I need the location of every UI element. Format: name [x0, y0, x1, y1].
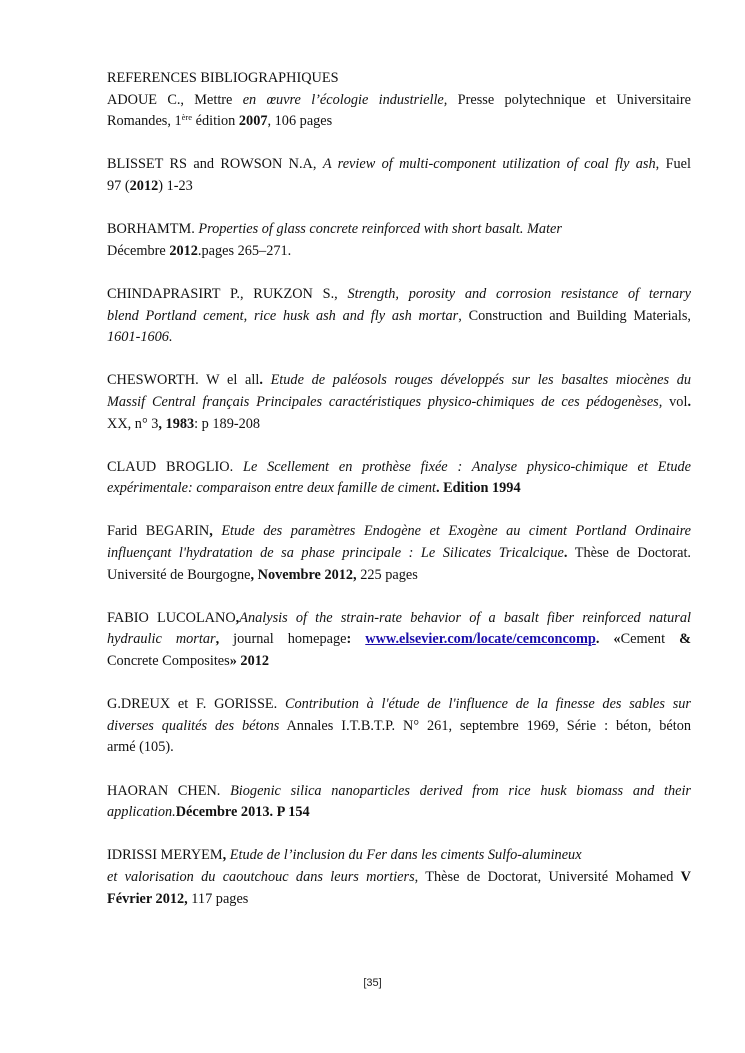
reference-line [107, 90, 691, 112]
reference-line [107, 781, 691, 803]
reference-line [107, 608, 691, 630]
reference-line [107, 327, 691, 349]
reference-title: Le Scellement en prothèse fixée : Analyse physico-chimique et Etude [243, 458, 691, 475]
reference-details: Cement [620, 631, 680, 648]
reference-author: BLISSET RS and ROWSON N.A, [107, 156, 323, 173]
reference-entry [107, 284, 691, 349]
reference-title: application. [107, 804, 176, 821]
reference-line [107, 306, 691, 328]
reference-details: V [680, 868, 691, 885]
reference-date: Décembre 2013. P 154 [175, 804, 310, 821]
reference-pages: 117 pages [187, 890, 249, 907]
section-heading: REFERENCES BIBLIOGRAPHIQUES [107, 70, 339, 86]
reference-title: blend Portland cement, rice husk ash and fly ash mortar [107, 307, 459, 324]
reference-title: Etude de paléosols rouges développés sur les basaltes miocènes du [270, 372, 691, 389]
reference-line [107, 543, 691, 565]
reference-author: Farid BEGARIN [107, 523, 210, 540]
reference-line [107, 521, 691, 543]
reference-title: influençant l'hydratation de sa phase principale : Le Silicates Tricalcique [107, 545, 564, 562]
reference-line [107, 867, 691, 889]
reference-details: édition [192, 113, 239, 130]
reference-details: , Thèse de Doctorat, Université Mohamed [414, 868, 681, 885]
reference-entry [107, 90, 691, 133]
reference-author: CLAUD BROGLIO. [107, 458, 243, 475]
reference-line [107, 284, 691, 306]
reference-punctuation: , [222, 847, 230, 864]
reference-title: Massif Central français Principales caractéristiques physico-chimiques de ces pédogenèses, [107, 393, 663, 410]
reference-line [107, 889, 691, 911]
reference-punctuation: , [209, 523, 222, 540]
reference-author: CHINDAPRASIRT P., RUKZON S., [107, 285, 348, 302]
reference-details: Université de Bourgogne [107, 566, 251, 583]
reference-punctuation: . [687, 393, 692, 410]
reference-line [107, 457, 691, 479]
reference-title: A review of multi-component utilization of coal fly ash [322, 156, 656, 173]
reference-year: 2012 [129, 177, 159, 194]
journal-homepage-link[interactable]: www.elsevier.com/locate/cemconcomp [365, 631, 596, 648]
reference-pages: 1601-1606. [107, 329, 173, 346]
reference-author: ADOUE C., Mettre [107, 91, 243, 108]
reference-punctuation: . [259, 372, 271, 389]
reference-punctuation: . « [595, 631, 621, 648]
reference-author: BORHAMTM. [107, 221, 199, 238]
reference-details: .pages 265–271. [197, 242, 292, 259]
reference-details: XX, n° 3 [107, 415, 159, 432]
reference-line [107, 392, 691, 414]
reference-line [107, 737, 691, 759]
reference-entry [107, 370, 691, 435]
reference-title: Properties of glass concrete reinforced with short basalt. Mater [198, 221, 562, 238]
reference-edition: . Edition 1994 [436, 480, 521, 497]
reference-details: journal homepage [219, 631, 347, 648]
reference-entry [107, 781, 691, 824]
reference-line [107, 414, 691, 436]
reference-details: 97 ( [107, 177, 130, 194]
reference-title: Analysis of the strain-rate behavior of a basalt fiber reinforced natural [239, 609, 691, 626]
reference-line [107, 629, 691, 651]
reference-entry [107, 154, 691, 197]
reference-author: FABIO LUCOLANO [107, 609, 236, 626]
reference-author: CHESWORTH. W el all [107, 372, 260, 389]
reference-date: , Novembre 2012, [250, 566, 357, 583]
reference-punctuation: , [235, 609, 240, 626]
reference-title: diverses qualités des bétons [107, 717, 280, 734]
reference-pages: , 106 pages [267, 113, 333, 130]
reference-punctuation: : [346, 631, 352, 648]
reference-details: Annales I.T.B.T.P. N° 261, septembre 1969, Série : béton, béton [279, 717, 692, 734]
reference-date: Février 2012, [107, 890, 188, 907]
reference-line [107, 716, 691, 738]
reference-pages: : p 189-208 [194, 415, 261, 432]
reference-title: Etude des paramètres Endogène et Exogène au ciment Portland Ordinaire [221, 523, 691, 540]
reference-pages: 225 pages [356, 566, 418, 583]
reference-author: IDRISSI MERYEM [107, 847, 223, 864]
reference-details: vol [662, 393, 688, 410]
reference-title: Contribution à l'étude de l'influence de la finesse des sables sur [284, 696, 691, 713]
reference-title: expérimentale: comparaison entre deux famille de ciment [107, 480, 436, 497]
reference-journal: Concrete Composites [107, 653, 230, 670]
reference-entry [107, 521, 691, 586]
reference-punctuation: & [679, 631, 692, 648]
reference-line [107, 241, 691, 263]
reference-author: HAORAN CHEN. [107, 782, 231, 799]
reference-year: 2007 [238, 113, 268, 130]
reference-line [107, 176, 691, 198]
references-section [107, 68, 691, 932]
reference-line [107, 219, 691, 241]
reference-line [107, 845, 691, 867]
reference-year: , 1983 [158, 415, 195, 432]
reference-line [107, 370, 691, 392]
reference-entry [107, 608, 691, 673]
reference-punctuation: . [563, 545, 568, 562]
reference-entry [107, 219, 691, 262]
reference-details: , Fuel [655, 156, 691, 173]
reference-line [107, 651, 691, 673]
reference-details: , Construction and Building Materials, [458, 307, 691, 324]
reference-title: Etude de l’inclusion du Fer dans les ciments Sulfo-alumineux [229, 847, 582, 864]
reference-details: Presse polytechnique et Universitaire [447, 91, 691, 108]
reference-line [107, 565, 691, 587]
reference-entry [107, 457, 691, 500]
reference-title: et valorisation du caoutchouc dans leurs mortiers [107, 868, 415, 885]
reference-title: hydraulic mortar [107, 631, 216, 648]
reference-title: Biogenic silica nanoparticles derived from rice husk biomass and their [230, 782, 691, 799]
reference-details: Décembre [107, 242, 170, 259]
reference-line [107, 154, 691, 176]
reference-superscript: ère [181, 112, 193, 123]
reference-title: Strength, porosity and corrosion resistance of ternary [347, 285, 691, 302]
reference-details: Romandes, 1 [107, 113, 182, 130]
reference-line [107, 478, 691, 500]
reference-details: armé (105). [107, 739, 174, 756]
reference-punctuation: , [215, 631, 220, 648]
reference-entry [107, 845, 691, 910]
reference-details: Thèse de Doctorat. [567, 545, 692, 562]
reference-year: » 2012 [229, 653, 270, 670]
reference-entry [107, 694, 691, 759]
reference-author: G.DREUX et F. GORISSE. [107, 696, 285, 713]
reference-title: en œuvre l’écologie industrielle, [242, 91, 448, 108]
reference-line [107, 802, 691, 824]
reference-line [107, 694, 691, 716]
reference-year: 2012 [169, 242, 198, 259]
reference-line [107, 111, 691, 133]
page-number: [35] [363, 977, 382, 989]
reference-details: ) 1-23 [158, 177, 193, 194]
